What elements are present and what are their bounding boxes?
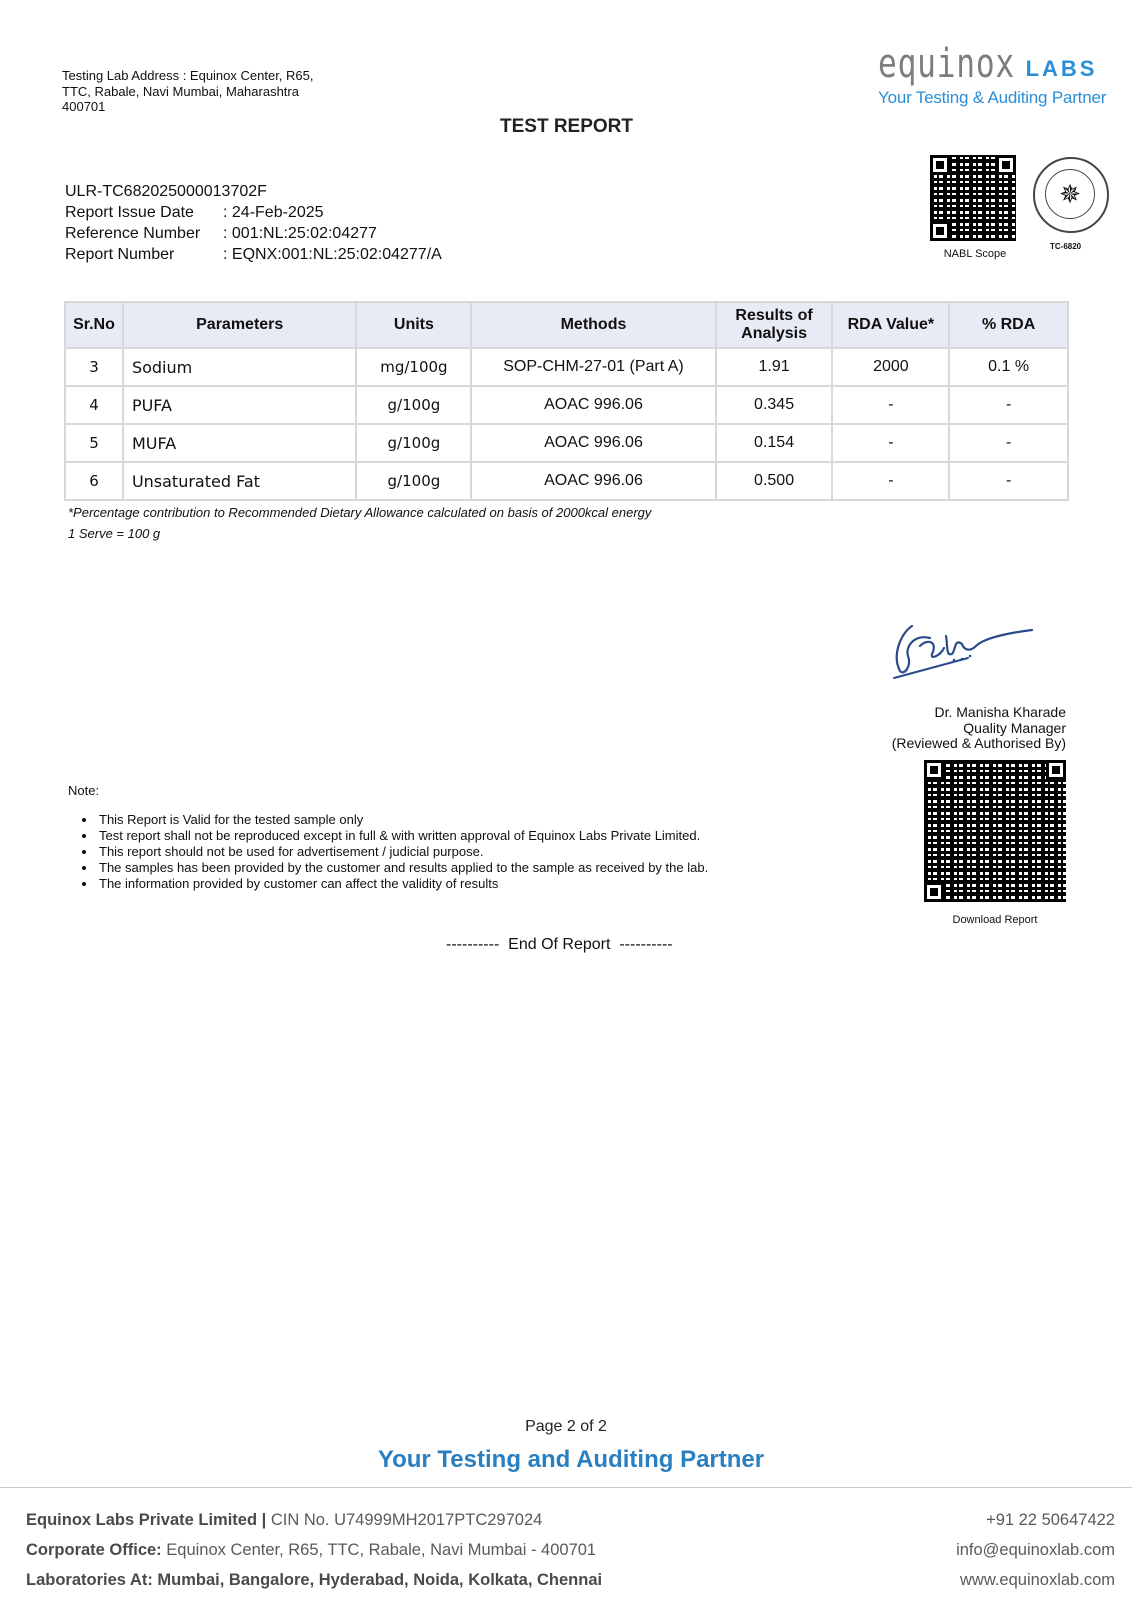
end-of-report: ---------- End Of Report ---------- <box>446 936 673 953</box>
star-emblem-icon: ✵ <box>1045 169 1095 219</box>
cell-unit: mg/100g <box>356 348 471 386</box>
download-report-qr-code[interactable] <box>924 760 1066 902</box>
meta-value: : EQNX:001:NL:25:02:04277/A <box>223 246 442 263</box>
col-rda-value: RDA Value* <box>832 302 949 348</box>
corporate-office-line <box>26 1535 602 1565</box>
cell-unit: g/100g <box>356 424 471 462</box>
download-report-label: Download Report <box>952 914 1038 926</box>
nabl-seal-icon <box>1033 157 1109 233</box>
meta-value: : 24-Feb-2025 <box>223 204 324 221</box>
footer-contact <box>956 1505 1115 1595</box>
table-header-row <box>65 302 1068 348</box>
cell-srno: 4 <box>65 386 123 424</box>
signatory-role: Quality Manager <box>963 719 1066 736</box>
notes-list <box>78 812 708 892</box>
corporate-office-address: Equinox Center, R65, TTC, Rabale, Navi Mumbai - 400701 <box>161 1541 597 1559</box>
qr-finder-icon <box>924 882 944 902</box>
cell-method: AOAC 996.06 <box>471 386 715 424</box>
signatory-note: (Reviewed & Authorised By) <box>891 735 1066 751</box>
cell-srno: 3 <box>65 348 123 386</box>
logo-tagline: Your Testing & Auditing Partner <box>878 88 1107 107</box>
lab-address-line: TTC, Rabale, Navi Mumbai, Maharashtra <box>62 83 299 99</box>
meta-row-reference-number <box>65 223 442 244</box>
note-item: • Test report shall not be reproduced except in full & with written approval of Equinox Labs Private Limited. <box>97 828 708 844</box>
nabl-qr-code[interactable] <box>930 155 1016 241</box>
footer-company-info <box>26 1505 602 1595</box>
report-meta <box>65 181 442 265</box>
results-table <box>64 301 1069 501</box>
meta-key: Report Number <box>65 246 175 263</box>
cell-parameter: MUFA <box>123 424 357 462</box>
cell-pct-rda: - <box>949 386 1068 424</box>
table-row <box>65 348 1068 386</box>
cell-method: AOAC 996.06 <box>471 462 715 500</box>
cell-result: 1.91 <box>716 348 833 386</box>
cell-unit: g/100g <box>356 386 471 424</box>
cell-pct-rda: - <box>949 424 1068 462</box>
col-parameters: Parameters <box>123 302 357 348</box>
phone-number[interactable]: +91 22 50647422 <box>986 1511 1115 1529</box>
table-row <box>65 462 1068 500</box>
note-item: • The information provided by customer can affect the validity of results <box>97 876 708 892</box>
footer-tagline: Your Testing and Auditing Partner <box>377 1446 765 1473</box>
cell-unit: g/100g <box>356 462 471 500</box>
rda-footnote: *Percentage contribution to Recommended Dietary Allowance calculated on basis of 2000kcal energy <box>68 505 652 520</box>
lab-address <box>62 68 314 115</box>
cell-parameter: PUFA <box>123 386 357 424</box>
note-item: • This report should not be used for advertisement / judicial purpose. <box>97 844 708 860</box>
cell-parameter: Unsaturated Fat <box>123 462 357 500</box>
serve-note: 1 Serve = 100 g <box>68 526 161 541</box>
note-item: • This Report is Valid for the tested sample only <box>97 812 708 828</box>
signature-icon <box>890 616 1040 691</box>
email-link[interactable]: info@equinoxlab.com <box>956 1541 1115 1559</box>
company-line <box>26 1505 602 1535</box>
laboratories-list: Laboratories At: Mumbai, Bangalore, Hyderabad, Noida, Kolkata, Chennai <box>26 1571 603 1589</box>
meta-row-report-number <box>65 244 442 265</box>
report-title: TEST REPORT <box>500 116 634 137</box>
lab-address-line: 400701 <box>62 99 106 114</box>
signatory-name: Dr. Manisha Kharade <box>934 704 1066 720</box>
qr-finder-icon <box>930 155 950 175</box>
note-heading: Note: <box>68 783 100 798</box>
website-link[interactable]: www.equinoxlab.com <box>960 1571 1115 1589</box>
col-methods: Methods <box>471 302 715 348</box>
cin-number: CIN No. U74999MH2017PTC297024 <box>266 1511 543 1529</box>
page-number: Page 2 of 2 <box>525 1418 607 1435</box>
cell-pct-rda: 0.1 % <box>949 348 1068 386</box>
logo-wordmark: equinox <box>878 41 1015 87</box>
cell-method: SOP-CHM-27-01 (Part A) <box>471 348 715 386</box>
footer-divider <box>0 1487 1132 1488</box>
accreditation-code: TC-6820 <box>1050 242 1082 251</box>
col-results: Results of Analysis <box>716 302 833 348</box>
cell-rda: - <box>832 424 949 462</box>
qr-pattern-icon <box>924 760 1066 902</box>
nabl-scope-label: NABL Scope <box>943 248 1007 260</box>
qr-finder-icon <box>924 760 944 780</box>
signatory-block <box>892 705 1066 752</box>
col-srno: Sr.No <box>65 302 123 348</box>
cell-srno: 5 <box>65 424 123 462</box>
laboratories-line <box>26 1565 602 1595</box>
cell-srno: 6 <box>65 462 123 500</box>
cell-result: 0.500 <box>716 462 833 500</box>
equinox-labs-logo <box>878 42 1128 108</box>
cell-result: 0.154 <box>716 424 833 462</box>
logo-labs: LABS <box>1025 56 1098 81</box>
cell-pct-rda: - <box>949 462 1068 500</box>
cell-parameter: Sodium <box>123 348 357 386</box>
cell-rda: - <box>832 462 949 500</box>
qr-finder-icon <box>930 221 950 241</box>
lab-address-line: Testing Lab Address : Equinox Center, R65, <box>62 68 314 83</box>
col-pct-rda: % RDA <box>949 302 1068 348</box>
meta-key: Report Issue Date <box>65 204 194 221</box>
col-units: Units <box>356 302 471 348</box>
table-row <box>65 386 1068 424</box>
ulr-number: ULR-TC682025000013702F <box>65 183 267 200</box>
table-footnote <box>68 502 651 544</box>
cell-rda: 2000 <box>832 348 949 386</box>
qr-finder-icon <box>996 155 1016 175</box>
table-row <box>65 424 1068 462</box>
meta-value: : 001:NL:25:02:04277 <box>223 225 377 242</box>
meta-key: Reference Number <box>65 225 201 242</box>
company-name: Equinox Labs Private Limited | <box>26 1511 267 1529</box>
corporate-office-label: Corporate Office: <box>26 1541 162 1559</box>
cell-result: 0.345 <box>716 386 833 424</box>
meta-row-issue-date <box>65 202 442 223</box>
note-item: • The samples has been provided by the customer and results applied to the sample as received by the lab. <box>97 860 708 876</box>
qr-finder-icon <box>1046 760 1066 780</box>
cell-method: AOAC 996.06 <box>471 424 715 462</box>
cell-rda: - <box>832 386 949 424</box>
